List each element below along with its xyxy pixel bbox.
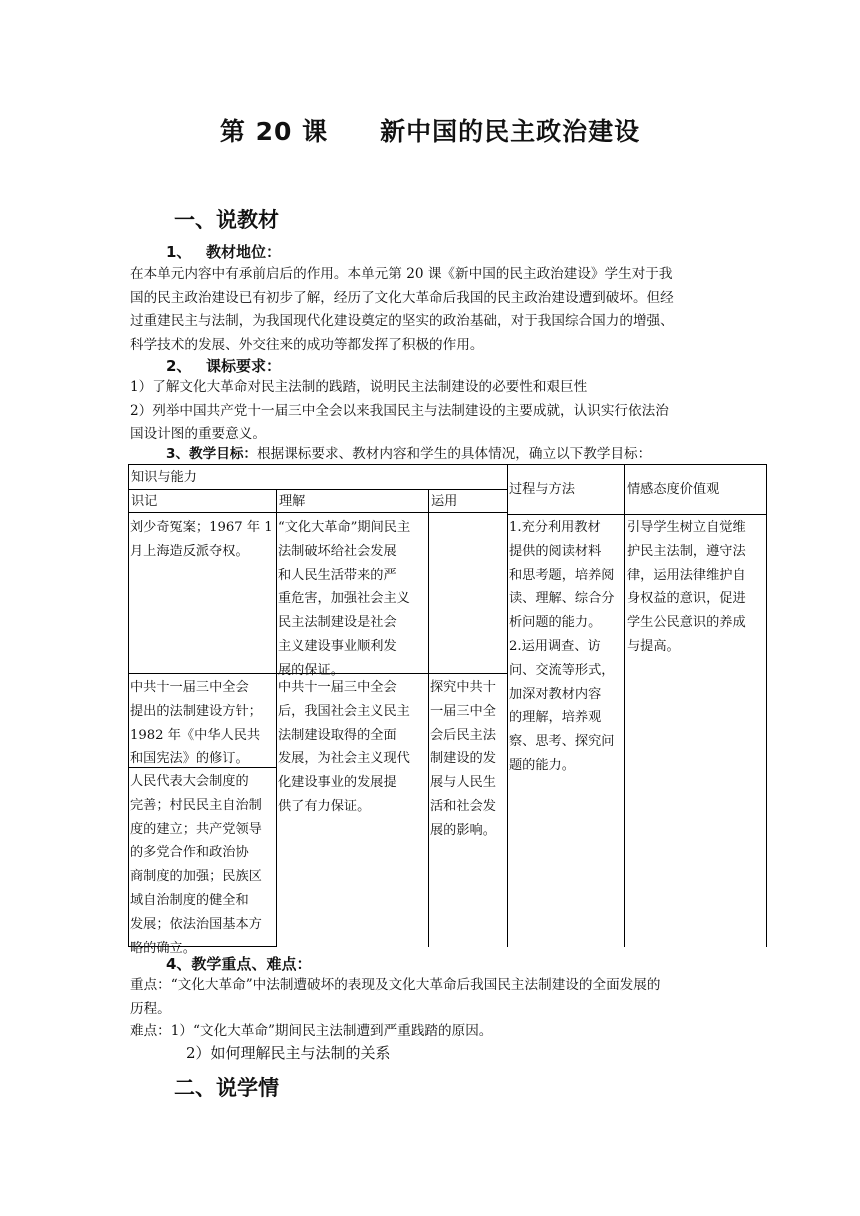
- table-rule: [507, 514, 767, 515]
- cell-r2-yunyong: 探究中共十 一届三中全 会后民主法 制建设的发 展与人民生 活和社会发 展的影响。: [430, 680, 496, 838]
- table-rule: [624, 464, 625, 947]
- sub1-heading: 1、 教材地位：: [166, 243, 282, 261]
- table-border-left: [128, 464, 129, 947]
- sub2-paragraph: 1）了解文化大革命对民主法制的践踏，说明民主法制建设的必要性和艰巨性 2）列举中国共产党十一届三中全会以来我国民主与法制建设的主要成就，认识实行依法治 国设计图的重要意义。: [130, 379, 669, 442]
- table-border-top: [128, 464, 767, 465]
- table-rule: [428, 489, 429, 947]
- cell-process: 1.充分利用教材 提供的阅读材料 和思考题，培养阅 读、理解、综合分 析问题的能力。 2.运用调查、访 问、交流等形式， 加深对教材内容 的理解，培养观 察、思考、探究问 题的能力。: [509, 520, 615, 773]
- cell-r3-shiji: 人民代表大会制度的 完善；村民民主自治制 度的建立；共产党领导 的多党合作和政治协 商制度的加强；民族区 域自治制度的健全和 发展；依法治国基本方 略的确立。: [130, 774, 262, 956]
- table-rule: [128, 489, 507, 490]
- cell-r1-shiji: 刘少奇冤案；1967 年 1 月上海造反派夺权。: [130, 520, 273, 559]
- sub4-heading: 4、教学重点、难点：: [166, 955, 312, 973]
- header-process: 过程与方法: [509, 482, 575, 497]
- header-lijie: 理解: [279, 494, 306, 509]
- sub1-paragraph: 在本单元内容中有承前启后的作用。本单元第 20 课《新中国的民主政治建设》学生对于我 国的民主政治建设已有初步了解，经历了文化大革命后我国的民主政治建设遭到破坏。但经 过重建民主与法制，为我国现代化建设奠定的坚实的政治基础，对于我国综合国力的增强、 科学技术的发展、外交往来的成功等都发挥了积极的作用。: [130, 266, 674, 353]
- header-yunyong: 运用: [431, 494, 458, 509]
- table-border-right: [766, 464, 767, 947]
- cell-r2-shiji: 中共十一届三中全会 提出的法制建设方针； 1982 年《中华人民共 和国宪法》的修订。: [130, 680, 262, 767]
- section1-heading: 一、说教材: [174, 208, 279, 232]
- section2-heading: 二、说学情: [174, 1076, 279, 1100]
- table-rule: [128, 512, 507, 513]
- cell-r1-lijie: “文化大革命”期间民主 法制破坏给社会发展 和人民生活带来的严 重危害，加强社会主义 民主法制建设是社会 主义建设事业顺利发 展的保证。: [278, 520, 411, 678]
- header-knowledge: 知识与能力: [131, 470, 197, 485]
- sub2-heading: 2、 课标要求：: [166, 357, 282, 375]
- key-point-paragraph: 重点：“文化大革命”中法制遭破坏的表现及文化大革命后我国民主法制建设的全面发展的 历程。: [130, 977, 661, 1017]
- page-title: [0, 112, 860, 148]
- lesson-name: 新中国的民主政治建设: [380, 117, 641, 146]
- header-shiji: 识记: [131, 494, 158, 509]
- table-rule: [276, 489, 277, 947]
- cell-emotion: 引导学生树立自觉维 护民主法制，遵守法 律，运用法律维护自 身权益的意识，促进 学生公民意识的养成 与提高。: [627, 520, 746, 654]
- sub3-heading: 3、教学目标：根据课标要求、教材内容和学生的具体情况，确立以下教学目标：: [166, 446, 652, 462]
- cell-r2-lijie: 中共十一届三中全会 后，我国社会主义民主 法制建设取得的全面 发展，为社会主义现代 化建设事业的发展提 供了有力保证。: [278, 680, 410, 814]
- lesson-number: 第 20 课: [219, 117, 329, 146]
- difficulty-1: 难点：1）“文化大革命”期间民主法制遭到严重践踏的原因。: [130, 1023, 493, 1039]
- table-rule: [507, 464, 508, 947]
- difficulty-2: 2）如何理解民主与法制的关系: [186, 1044, 391, 1062]
- header-emotion: 情感态度价值观: [627, 482, 720, 497]
